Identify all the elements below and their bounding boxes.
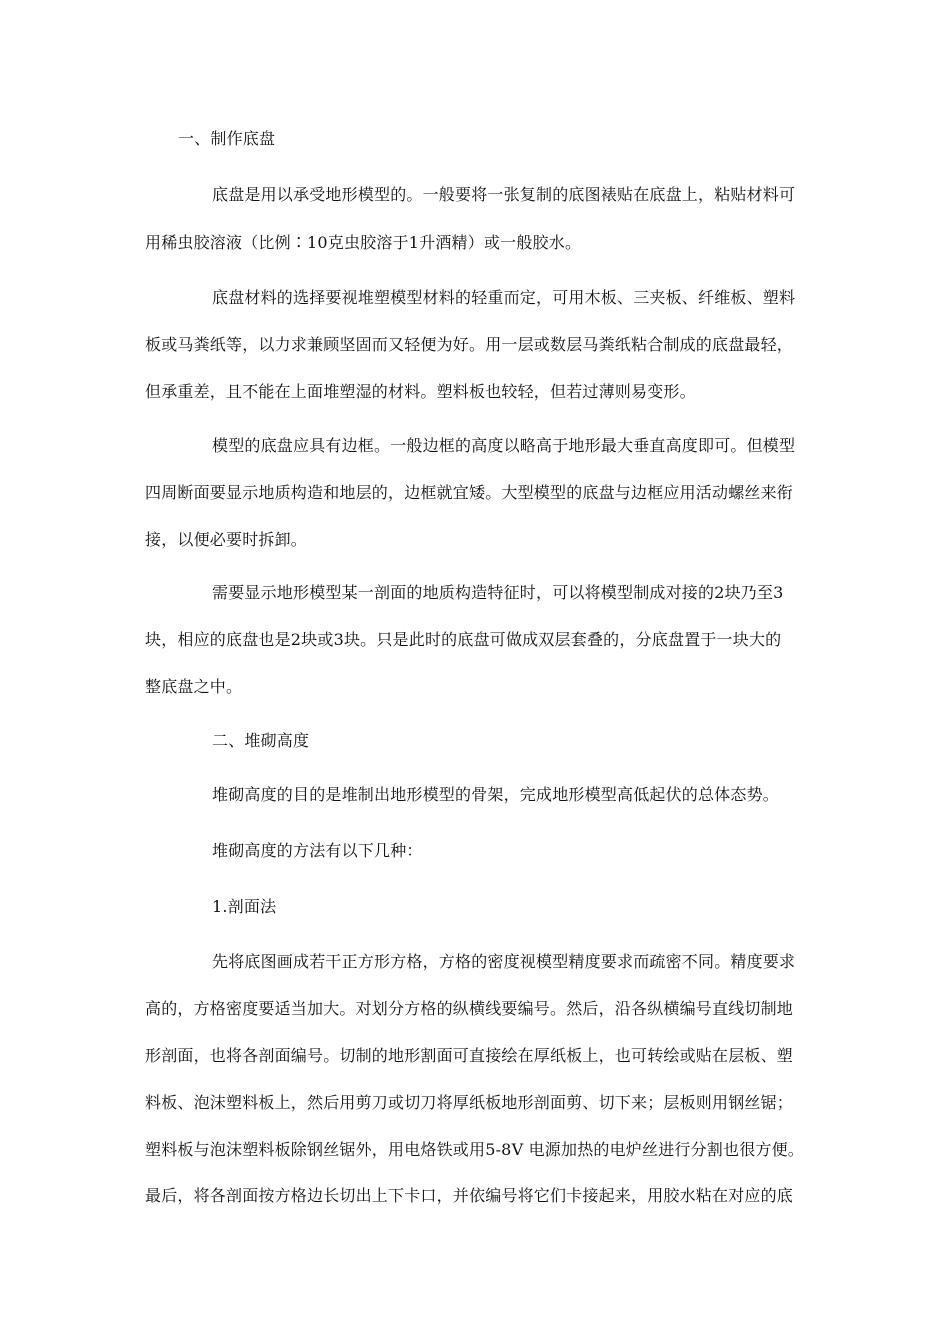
paragraph-line: 塑料板与泡沫塑料板除钢丝锯外，用电烙铁或用5-8V 电源加热的电炉丝进行分割也很方便。 xyxy=(145,1140,805,1159)
paragraph-line: 底盘是用以承受地形模型的。一般要将一张复制的底图裱贴在底盘上，粘贴材料可 xyxy=(212,185,796,204)
paragraph-line: 整底盘之中。 xyxy=(145,677,243,696)
paragraph-line: 接，以便必要时拆卸。 xyxy=(145,530,308,549)
paragraph-line: 四周断面要显示地质构造和地层的，边框就宜矮。大型模型的底盘与边框应用活动螺丝来衔 xyxy=(145,483,794,502)
paragraph-line: 底盘材料的选择要视堆塑模型材料的轻重而定，可用木板、三夹板、纤维板、塑料 xyxy=(212,288,796,307)
paragraph-line: 最后，将各剖面按方格边长切出上下卡口，并依编号将它们卡接起来，用胶水粘在对应的底 xyxy=(145,1186,794,1205)
paragraph-line: 模型的底盘应具有边框。一般边框的高度以略高于地形最大垂直高度即可。但模型 xyxy=(212,436,796,455)
paragraph-line: 块，相应的底盘也是2块或3块。只是此时的底盘可做成双层套叠的，分底盘置于一块大的 xyxy=(145,630,782,649)
paragraph: 堆砌高度的方法有以下几种： xyxy=(212,841,423,860)
section-heading: 二、堆砌高度 xyxy=(212,731,310,750)
paragraph-line: 高的，方格密度要适当加大。对划分方格的纵横线要编号。然后，沿各纵横编号直线切制地 xyxy=(145,999,794,1018)
paragraph-line: 料板、泡沫塑料板上，然后用剪刀或切刀将厚纸板地形剖面剪、切下来；层板则用钢丝锯； xyxy=(145,1093,794,1112)
paragraph: 堆砌高度的目的是堆制出地形模型的骨架，完成地形模型高低起伏的总体态势。 xyxy=(212,785,780,804)
paragraph-line: 板或马粪纸等，以力求兼顾坚固而又轻便为好。用一层或数层马粪纸粘合制成的底盘最轻， xyxy=(145,335,794,354)
paragraph-line: 但承重差，且不能在上面堆塑湿的材料。塑料板也较轻，但若过薄则易变形。 xyxy=(145,382,696,401)
section-heading: 一、制作底盘 xyxy=(178,129,276,148)
paragraph-line: 用稀虫胶溶液（比例∶10克虫胶溶于1升酒精）或一般胶水。 xyxy=(145,233,582,252)
paragraph-line: 需要显示地形模型某一剖面的地质构造特征时，可以将模型制成对接的2块乃至3 xyxy=(212,583,784,602)
paragraph-line: 先将底图画成若干正方形方格，方格的密度视模型精度要求而疏密不同。精度要求 xyxy=(212,952,796,971)
subsection-heading: 1.剖面法 xyxy=(212,897,277,916)
paragraph-line: 形剖面，也将各剖面编号。切制的地形割面可直接绘在厚纸板上，也可转绘或贴在层板、塑 xyxy=(145,1046,794,1065)
